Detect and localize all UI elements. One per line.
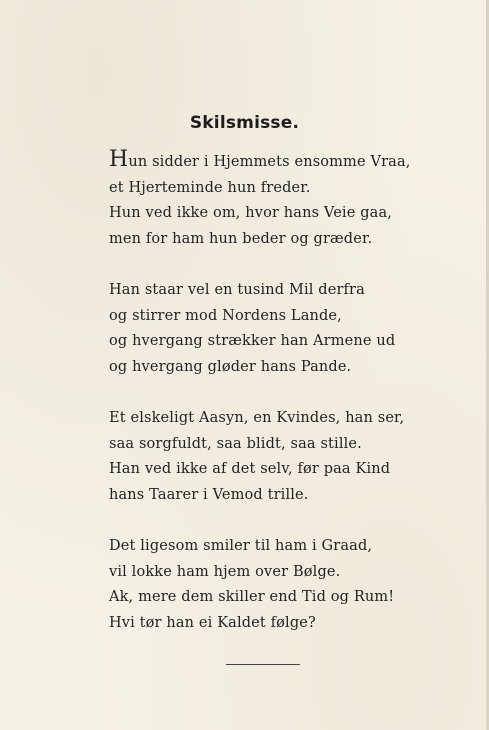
poem-line: Hvi tør han ei Kaldet følge? [109,614,316,631]
poem-line-text: un sidder i Hjemmets ensomme Vraa, [128,154,411,170]
poem-line: vil lokke ham hjem over Bølge. [109,563,341,580]
poem-line: men for ham hun beder og græder. [109,230,373,247]
poem-line: og hvergang gløder hans Pande. [109,358,352,375]
poem-line: Hun ved ikke om, hvor hans Veie gaa, [109,205,392,221]
poem-line: hans Taarer i Vemod trille. [109,486,309,503]
poem-line: Det ligesom smiler til ham i Graad, [109,538,373,554]
stanza-2 [109,278,429,380]
poem-line: Ak, mere dem skiller end Tid og Rum! [109,589,395,605]
poem-line [109,147,429,176]
poem-line: Et elskeligt Aasyn, en Kvindes, han ser, [109,410,405,426]
drop-cap: H [109,147,129,172]
poem-body [109,147,429,662]
poem-line: Han staar vel en tusind Mil derfra [109,282,365,298]
end-rule [226,664,300,665]
stanza-3 [109,406,429,508]
poem-line: og stirrer mod Nordens Lande, [109,307,342,324]
poem-title: Skilsmisse. [189,113,300,133]
poem-line: Han ved ikke af det selv, før paa Kind [109,461,391,477]
poem-line: saa sorgfuldt, saa blidt, saa stille. [109,435,362,452]
stanza-1 [109,147,429,252]
stanza-4 [109,534,429,636]
poem-line: og hvergang strækker han Armene ud [109,333,396,349]
poem-line: et Hjerteminde hun freder. [109,179,311,196]
